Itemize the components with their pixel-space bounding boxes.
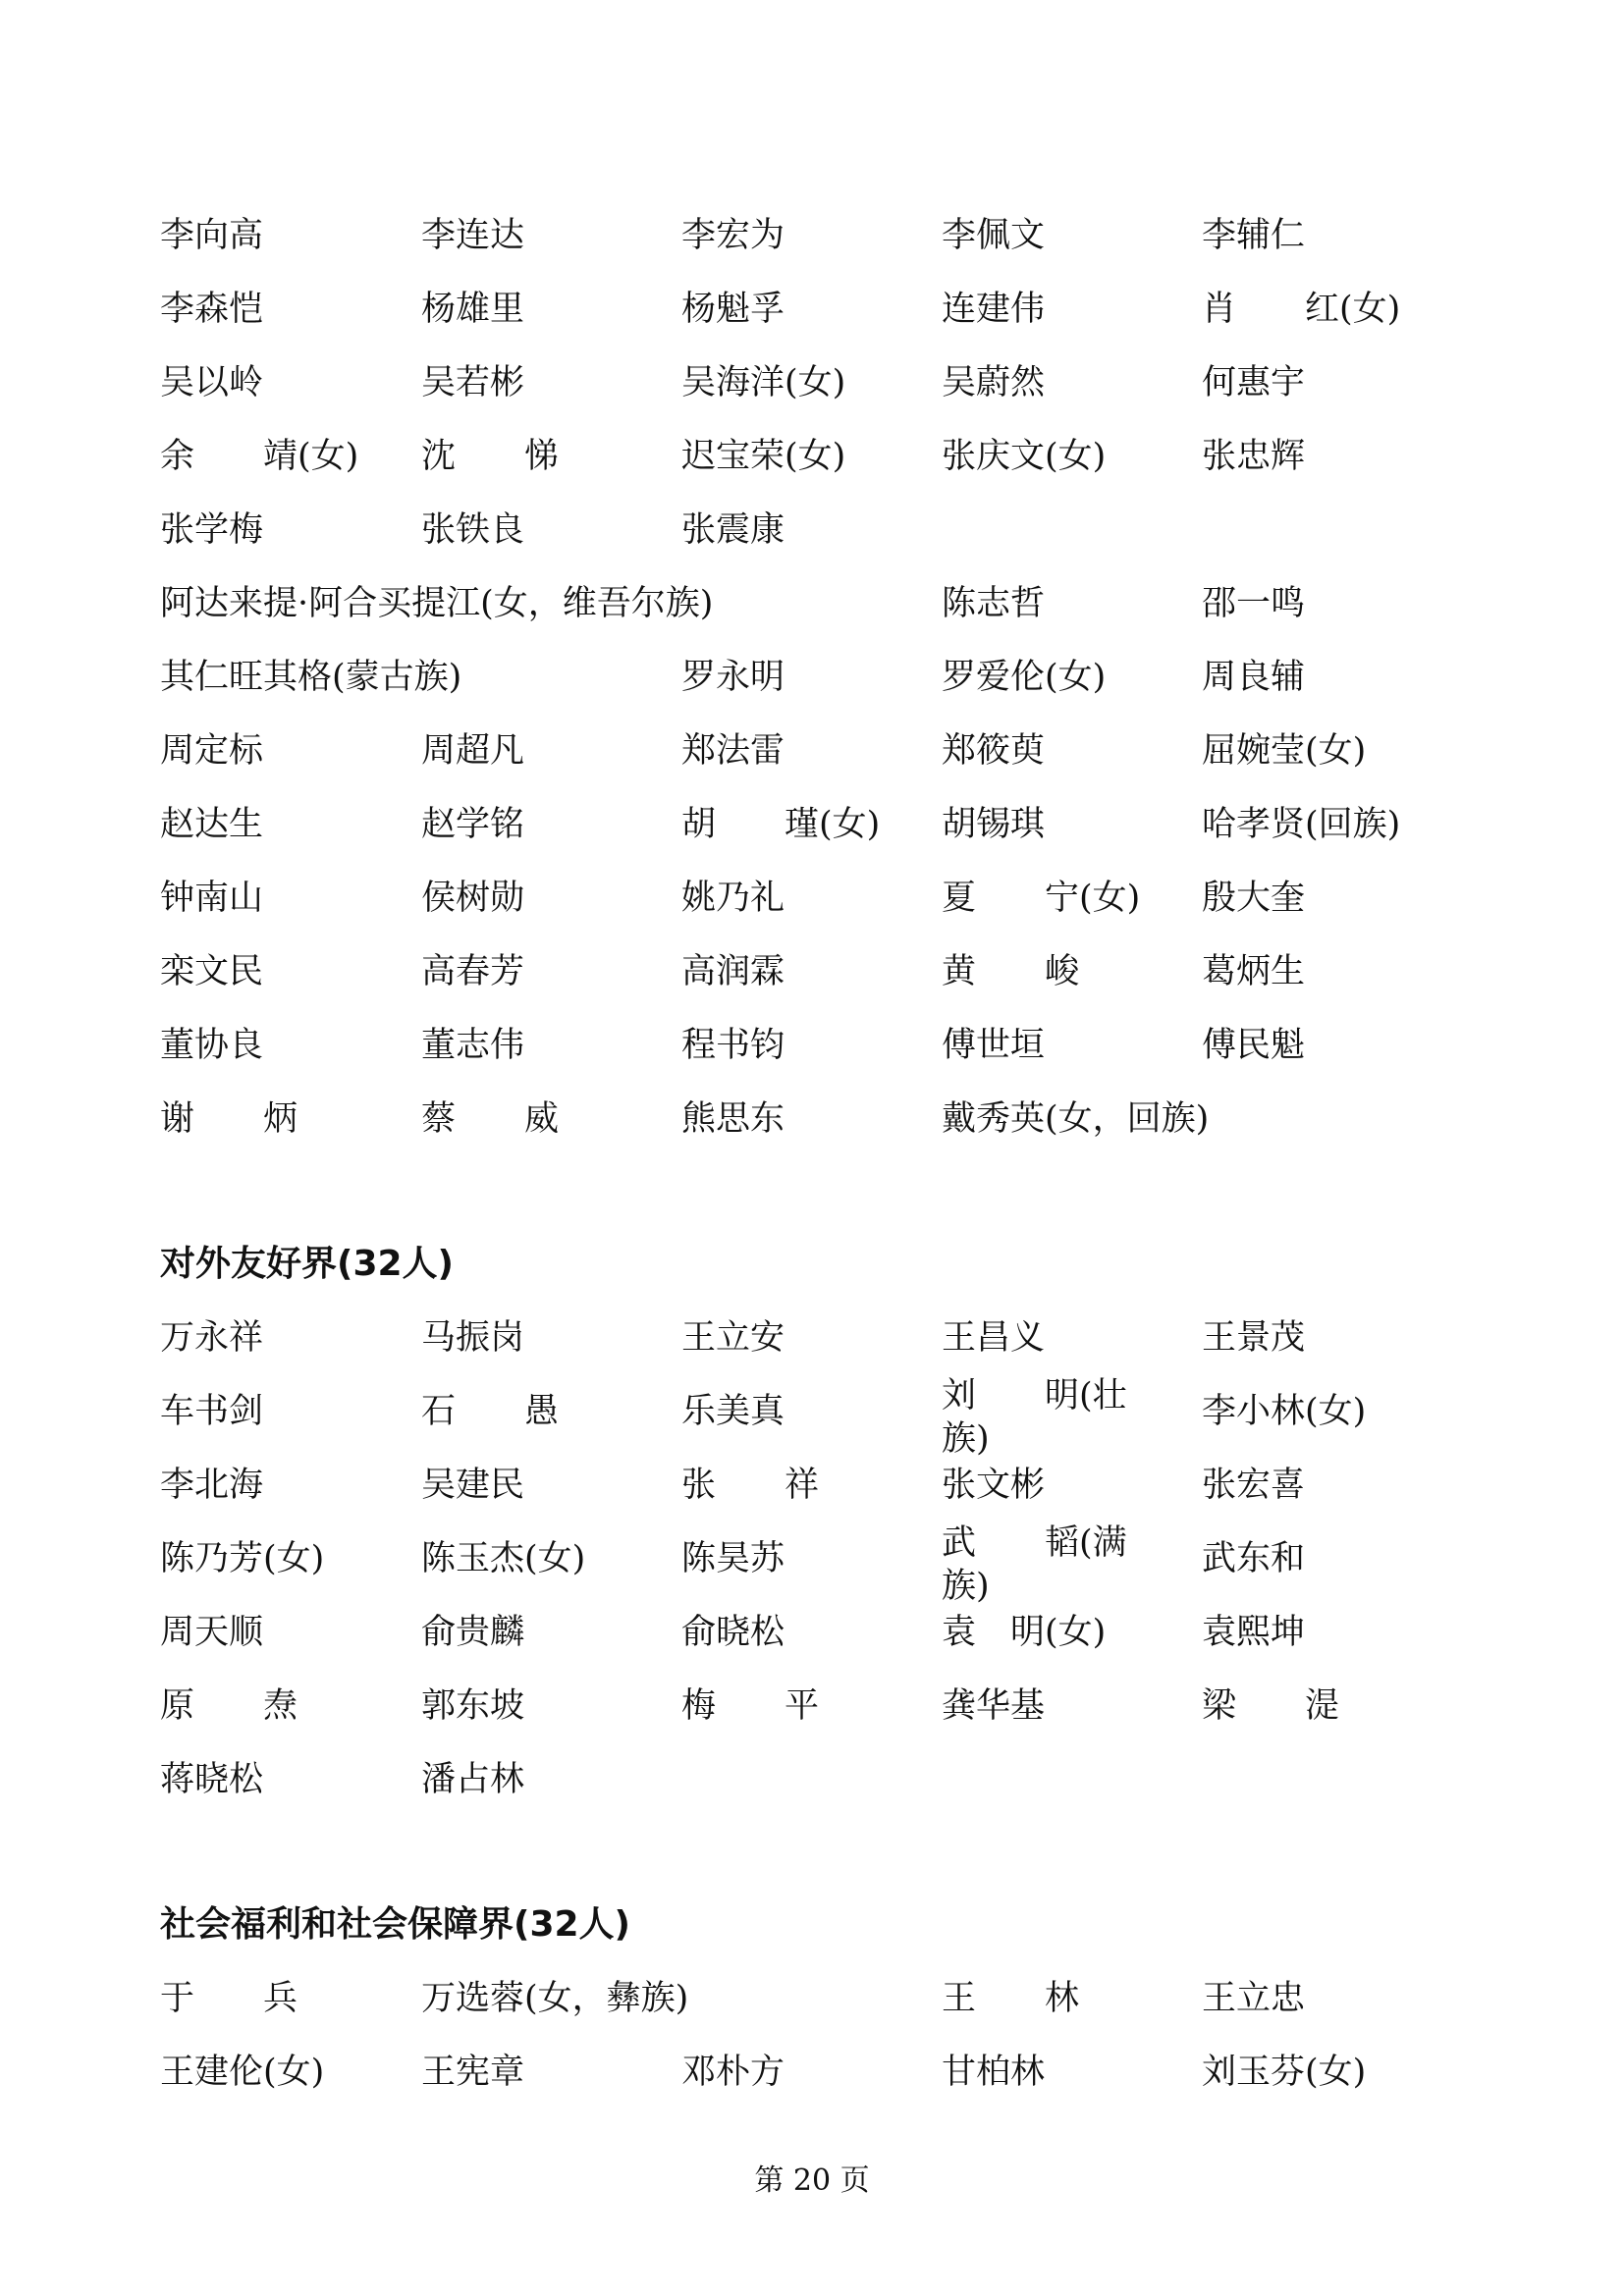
name-row: [0, 2043, 1624, 2102]
name-entry: 石 愚: [421, 1392, 560, 1431]
name-entry: 张铁良: [421, 510, 525, 550]
name-entry: 张文彬: [942, 1466, 1046, 1505]
name-entry: 王宪章: [421, 2053, 525, 2092]
name-entry: 殷大奎: [1202, 879, 1306, 918]
name-entry: 王立安: [681, 1318, 785, 1358]
name-entry: 钟南山: [160, 879, 264, 918]
name-entry: 姚乃礼: [681, 879, 785, 918]
name-row: [0, 206, 1624, 265]
name-entry: 潘占林: [421, 1760, 525, 1799]
name-entry: 王建伦(女): [160, 2053, 325, 2092]
name-entry: 吴海洋(女): [681, 363, 846, 402]
name-entry: 夏 宁(女): [942, 879, 1141, 918]
name-entry: 李宏为: [681, 216, 785, 255]
name-entry-overflow: 武 韬(满族): [942, 1523, 1127, 1606]
name-entry: 黄 峻: [942, 952, 1080, 991]
name-row: [0, 1750, 1624, 1809]
name-entry: 侯树勋: [421, 879, 525, 918]
name-entry: 熊思东: [681, 1099, 785, 1139]
name-entry: 迟宝荣(女): [681, 437, 846, 476]
name-entry: 原 焘: [160, 1686, 298, 1726]
name-row: [0, 1308, 1624, 1367]
name-entry: 蔡 威: [421, 1099, 560, 1139]
name-entry: 王景茂: [1202, 1318, 1306, 1358]
page-number: 第 20 页: [754, 2163, 870, 2198]
section-heading: 对外友好界(32人): [160, 1244, 455, 1284]
name-entry: 李连达: [421, 216, 525, 255]
name-entry: 傅世垣: [942, 1026, 1046, 1065]
name-row: [0, 1603, 1624, 1662]
name-entry: 董志伟: [421, 1026, 525, 1065]
name-entry: 哈孝贤(回族): [1202, 805, 1401, 844]
name-entry: 周超凡: [421, 731, 525, 771]
name-row: [0, 1969, 1624, 2028]
name-row: [0, 427, 1624, 486]
name-entry: 周定标: [160, 731, 264, 771]
name-entry: 李森恺: [160, 290, 264, 329]
name-entry: 陈昊苏: [681, 1539, 785, 1578]
name-row: [0, 942, 1624, 1001]
name-entry: 李辅仁: [1202, 216, 1306, 255]
name-entry: 俞贵麟: [421, 1613, 525, 1652]
name-row: [0, 353, 1624, 412]
name-entry: 马振岗: [421, 1318, 525, 1358]
name-entry: 万永祥: [160, 1318, 264, 1358]
name-row: [0, 1523, 1624, 1606]
name-entry: 周天顺: [160, 1613, 264, 1652]
name-entry: 葛炳生: [1202, 952, 1306, 991]
name-entry: 李向高: [160, 216, 264, 255]
name-entry: 余 靖(女): [160, 437, 359, 476]
name-entry: 梁 湜: [1202, 1686, 1340, 1726]
name-entry: 高春芳: [421, 952, 525, 991]
name-entry: 袁 明(女): [942, 1613, 1107, 1652]
name-entry: 周良辅: [1202, 658, 1306, 697]
name-entry: 张宏喜: [1202, 1466, 1306, 1505]
name-entry: 车书剑: [160, 1392, 264, 1431]
name-entry: 于 兵: [160, 1979, 298, 2018]
name-entry: 吴建民: [421, 1466, 525, 1505]
name-entry: 甘柏林: [942, 2053, 1046, 2092]
name-entry: 张学梅: [160, 510, 264, 550]
name-entry: 肖 红(女): [1202, 290, 1401, 329]
name-entry: 吴以岭: [160, 363, 264, 402]
name-entry: 屈婉莹(女): [1202, 731, 1367, 771]
name-row: [0, 1090, 1624, 1148]
name-entry: 李小林(女): [1202, 1392, 1367, 1431]
name-entry: 王昌义: [942, 1318, 1046, 1358]
name-entry: 连建伟: [942, 290, 1046, 329]
name-row: [0, 574, 1624, 633]
name-entry: 王 林: [942, 1979, 1080, 2018]
name-row: [0, 1016, 1624, 1075]
name-entry: 何惠宇: [1202, 363, 1306, 402]
name-entry: 邵一鸣: [1202, 584, 1306, 623]
name-entry: 陈志哲: [942, 584, 1046, 623]
name-entry: 龚华基: [942, 1686, 1046, 1726]
name-entry: 陈玉杰(女): [421, 1539, 586, 1578]
name-entry: 吴蔚然: [942, 363, 1046, 402]
name-entry: 赵学铭: [421, 805, 525, 844]
name-entry: 李北海: [160, 1466, 264, 1505]
name-entry: 王立忠: [1202, 1979, 1306, 2018]
name-entry: 阿达来提·阿合买提江(女，维吾尔族): [160, 584, 714, 623]
name-entry: 杨魁孚: [681, 290, 785, 329]
name-entry: 沈 悌: [421, 437, 560, 476]
name-entry: 邓朴方: [681, 2053, 785, 2092]
name-entry: 杨雄里: [421, 290, 525, 329]
name-entry: 吴若彬: [421, 363, 525, 402]
name-row: [0, 1677, 1624, 1735]
name-entry: 乐美真: [681, 1392, 785, 1431]
name-entry: 胡 瑾(女): [681, 805, 881, 844]
section-heading: 社会福利和社会保障界(32人): [160, 1904, 631, 1945]
name-entry: 戴秀英(女，回族): [942, 1099, 1210, 1139]
name-entry: 张忠辉: [1202, 437, 1306, 476]
name-entry: 高润霖: [681, 952, 785, 991]
name-entry: 罗爱伦(女): [942, 658, 1107, 697]
name-entry: 张 祥: [681, 1466, 820, 1505]
name-entry: 刘玉芬(女): [1202, 2053, 1367, 2092]
name-entry: 郑筱萸: [942, 731, 1046, 771]
name-row: [0, 648, 1624, 707]
name-entry: 栾文民: [160, 952, 264, 991]
name-entry: 董协良: [160, 1026, 264, 1065]
name-entry: 陈乃芳(女): [160, 1539, 325, 1578]
name-entry: 武东和: [1202, 1539, 1306, 1578]
name-row: [0, 721, 1624, 780]
name-row: [0, 280, 1624, 339]
name-row: [0, 1376, 1624, 1459]
name-entry: 张庆文(女): [942, 437, 1107, 476]
name-entry: 赵达生: [160, 805, 264, 844]
name-entry: 谢 炳: [160, 1099, 298, 1139]
name-entry: 张震康: [681, 510, 785, 550]
name-row: [0, 795, 1624, 854]
name-entry: 傅民魁: [1202, 1026, 1306, 1065]
name-entry: 罗永明: [681, 658, 785, 697]
name-entry: 郭东坡: [421, 1686, 525, 1726]
name-row: [0, 501, 1624, 560]
name-entry: 郑法雷: [681, 731, 785, 771]
name-entry-overflow: 刘 明(壮族): [942, 1376, 1127, 1459]
name-entry: 程书钧: [681, 1026, 785, 1065]
name-entry: 李佩文: [942, 216, 1046, 255]
name-row: [0, 869, 1624, 928]
name-entry: 梅 平: [681, 1686, 820, 1726]
name-entry: 蒋晓松: [160, 1760, 264, 1799]
name-entry: 俞晓松: [681, 1613, 785, 1652]
name-entry: 袁熙坤: [1202, 1613, 1306, 1652]
name-entry: 其仁旺其格(蒙古族): [160, 658, 462, 697]
name-entry: 万选蓉(女，彝族): [421, 1979, 689, 2018]
name-entry: 胡锡琪: [942, 805, 1046, 844]
name-row: [0, 1456, 1624, 1515]
